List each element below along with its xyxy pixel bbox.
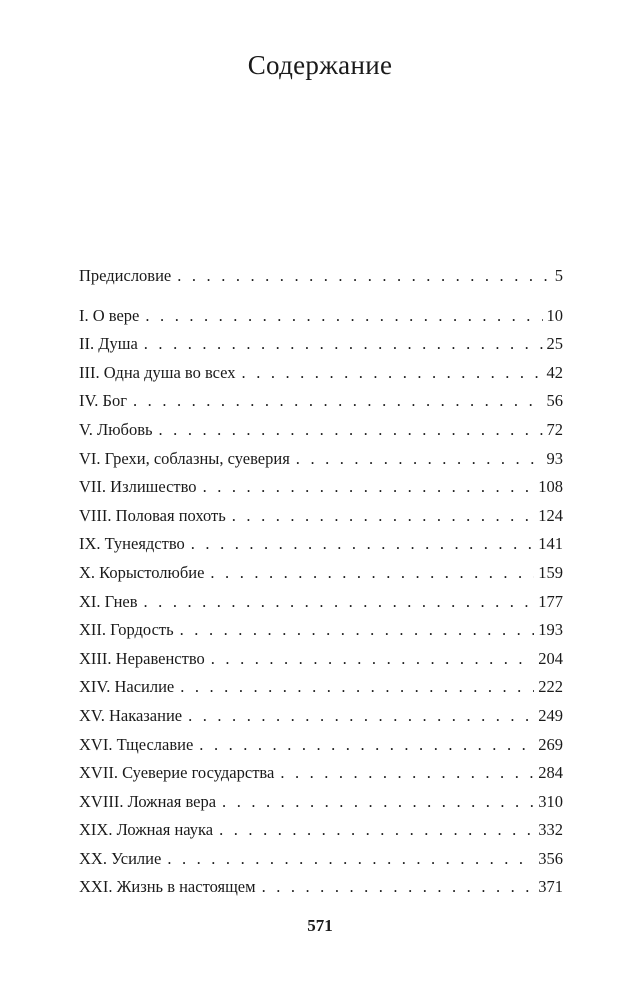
toc-entry — [79, 330, 563, 359]
toc-entry — [79, 702, 563, 731]
toc-dot-leader — [203, 473, 535, 502]
toc-entry-page: 159 — [538, 562, 563, 582]
toc-entry-label: III. Одна душа во всех — [79, 362, 236, 382]
toc-dot-leader — [296, 445, 543, 474]
toc-entry-page: 332 — [538, 820, 563, 840]
toc-dot-leader — [188, 702, 534, 731]
toc-entry-label: II. Душа — [79, 334, 138, 354]
toc-entry — [79, 502, 563, 531]
toc-dot-leader — [144, 588, 535, 617]
toc-entry-label: IV. Бог — [79, 391, 128, 411]
toc-entry — [79, 359, 563, 388]
toc-entry-page: 108 — [538, 477, 563, 497]
toc-entry-page: 141 — [538, 534, 563, 554]
toc-dot-leader — [177, 262, 551, 291]
toc-entry-page: 56 — [546, 391, 563, 411]
toc-entry-page: 124 — [538, 505, 563, 525]
page-title: Содержание — [247, 50, 393, 80]
toc-entry-label: XII. Гордость — [79, 620, 174, 640]
toc-entry-page: 204 — [538, 648, 563, 668]
toc-dot-leader — [219, 816, 534, 845]
toc-dot-leader — [232, 502, 534, 531]
toc-dot-leader — [222, 788, 534, 817]
toc-dot-leader — [145, 302, 542, 331]
toc-entry-label: XV. Наказание — [79, 705, 183, 725]
toc-entry — [79, 845, 563, 874]
toc-entry-page: 222 — [538, 677, 563, 697]
toc-entry-page: 356 — [538, 848, 563, 868]
toc-entry-label: VII. Излишество — [79, 477, 197, 497]
toc-entry-label: XVII. Суеверие государства — [79, 763, 275, 783]
toc-entry-label: X. Корыстолюбие — [79, 562, 205, 582]
toc-entry-label: XVIII. Ложная вера — [79, 791, 217, 811]
toc-entry-page: 193 — [538, 620, 563, 640]
toc-entry — [79, 731, 563, 760]
toc-entry-label: VI. Грехи, соблазны, суеверия — [79, 448, 290, 468]
toc-entry — [79, 873, 563, 902]
toc-entry-page: 177 — [538, 591, 563, 611]
toc-entry-page: 5 — [554, 266, 563, 285]
toc-entry — [79, 588, 563, 617]
toc-dot-leader — [144, 330, 543, 359]
toc-entry-page: 25 — [546, 334, 563, 354]
toc-dot-leader — [199, 731, 534, 760]
toc-entry — [79, 616, 563, 645]
toc-dot-leader — [167, 845, 534, 874]
toc-entry — [79, 473, 563, 502]
toc-entry — [79, 387, 563, 416]
toc-entry-page: 72 — [546, 419, 563, 439]
toc-dot-leader — [280, 759, 534, 788]
toc-entry-page: 371 — [538, 877, 563, 897]
toc-dot-leader — [180, 616, 535, 645]
toc-entry-label: XIV. Насилие — [79, 677, 175, 697]
toc-entry — [79, 759, 563, 788]
toc-entry-label: Предисловие — [79, 266, 172, 285]
toc-entry-page: 42 — [546, 362, 563, 382]
toc-entry-label: XX. Усилие — [79, 848, 162, 868]
toc-dot-leader — [133, 387, 542, 416]
toc-entry-page: 269 — [538, 734, 563, 754]
toc-entry-label: IX. Тунеядство — [79, 534, 185, 554]
toc-entry-label: XVI. Тщеславие — [79, 734, 194, 754]
toc-dot-leader — [262, 873, 535, 902]
toc-entry-label: I. О вере — [79, 305, 140, 325]
toc-entry — [79, 445, 563, 474]
toc-entry-label: VIII. Половая похоть — [79, 505, 226, 525]
toc-entry — [79, 559, 563, 588]
toc-entry-page: 93 — [546, 448, 563, 468]
toc-entry-label: XI. Гнев — [79, 591, 138, 611]
toc-entry — [79, 816, 563, 845]
toc-dot-leader — [211, 645, 534, 674]
toc-dot-leader — [191, 530, 534, 559]
toc-entry-label: XIX. Ложная наука — [79, 820, 214, 840]
toc-dot-leader — [242, 359, 543, 388]
toc-entry-page: 284 — [538, 763, 563, 783]
toc-dot-leader — [159, 416, 543, 445]
toc-entry — [79, 673, 563, 702]
toc-entry — [79, 416, 563, 445]
toc-entry — [79, 530, 563, 559]
toc-dot-leader — [180, 673, 534, 702]
toc-entry-label: XIII. Неравенство — [79, 648, 205, 668]
toc-entry — [79, 788, 563, 817]
toc-entry-page: 310 — [538, 791, 563, 811]
toc-dot-leader — [210, 559, 534, 588]
toc-entry-preface — [79, 262, 563, 291]
toc-entry-page: 249 — [538, 705, 563, 725]
table-of-contents — [79, 262, 563, 902]
toc-entry — [79, 302, 563, 331]
toc-entry-label: XXI. Жизнь в настоящем — [79, 877, 256, 897]
toc-entry-page: 10 — [546, 305, 563, 325]
page-number: 571 — [307, 916, 333, 935]
toc-entry-label: V. Любовь — [79, 419, 153, 439]
toc-entry — [79, 645, 563, 674]
